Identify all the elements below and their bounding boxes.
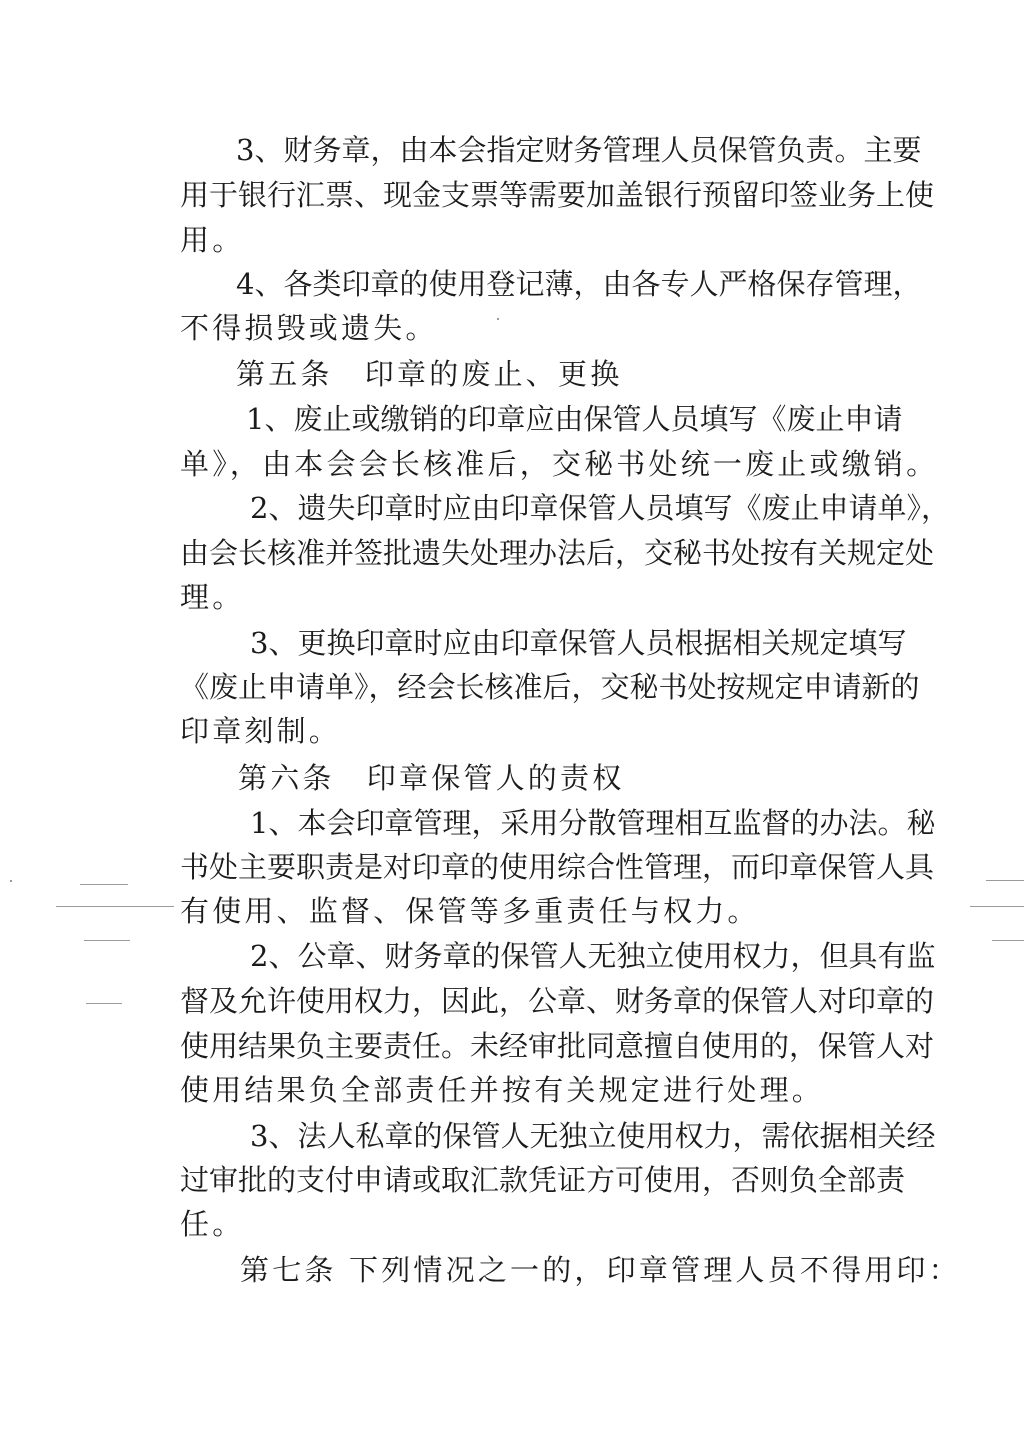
- text-line: 不得损毁或遗失。: [180, 311, 438, 345]
- scan-artifact: [80, 884, 128, 885]
- text-line: 3、法人私章的保管人无独立使用权力，需依据相关经: [250, 1119, 936, 1153]
- text-line: 使用结果负主要责任。未经审批同意擅自使用的，保管人对: [180, 1029, 935, 1063]
- text-line: 印章刻制。: [180, 714, 342, 748]
- section-heading: 第七条 下列情况之一的，印章管理人员不得用印：: [240, 1253, 961, 1287]
- text-line: 1、本会印章管理，采用分散管理相互监督的办法。秘: [250, 806, 936, 840]
- scan-artifact: [10, 880, 12, 882]
- text-line: 1、废止或缴销的印章应由保管人员填写《废止申请: [246, 402, 903, 436]
- text-line: 过审批的支付申请或取汇款凭证方可使用，否则负全部责: [180, 1163, 906, 1197]
- text-line: 2、公章、财务章的保管人无独立使用权力，但具有监: [250, 939, 936, 973]
- scan-artifact: [992, 940, 1024, 941]
- scan-artifact: [497, 318, 499, 320]
- section-heading: 第五条 印章的废止、更换: [236, 357, 623, 391]
- scan-artifact: [970, 906, 1024, 907]
- text-line: 用。: [180, 223, 245, 257]
- text-line: 单》，由本会会长核准后，交秘书处统一废止或缴销。: [180, 447, 939, 481]
- text-line: 督及允许使用权力，因此，公章、财务章的保管人对印章的: [180, 984, 935, 1018]
- scan-artifact: [986, 880, 1024, 881]
- text-line: 3、更换印章时应由印章保管人员根据相关规定填写: [250, 626, 907, 660]
- text-line: 有使用、监督、保管等多重责任与权力。: [180, 894, 760, 928]
- text-line: 《废止申请单》，经会长核准后，交秘书处按规定申请新的: [180, 670, 920, 704]
- scan-artifact: [56, 906, 174, 907]
- scan-artifact: [86, 1003, 122, 1004]
- text-line: 3、财务章，由本会指定财务管理人员保管负责。主要: [236, 133, 922, 167]
- scan-artifact: [84, 940, 130, 941]
- text-line: 任。: [180, 1207, 245, 1241]
- text-line: 用于银行汇票、现金支票等需要加盖银行预留印签业务上使: [180, 178, 935, 212]
- section-heading: 第六条 印章保管人的责权: [238, 761, 625, 795]
- text-line: 4、各类印章的使用登记薄，由各专人严格保存管理，: [236, 267, 922, 301]
- text-line: 由会长核准并签批遗失处理办法后，交秘书处按有关规定处: [180, 536, 935, 570]
- text-line: 书处主要职责是对印章的使用综合性管理，而印章保管人具: [180, 850, 935, 884]
- text-line: 2、遗失印章时应由印章保管人员填写《废止申请单》，: [250, 491, 950, 525]
- text-line: 理。: [180, 580, 245, 614]
- text-line: 使用结果负全部责任并按有关规定进行处理。: [180, 1073, 825, 1107]
